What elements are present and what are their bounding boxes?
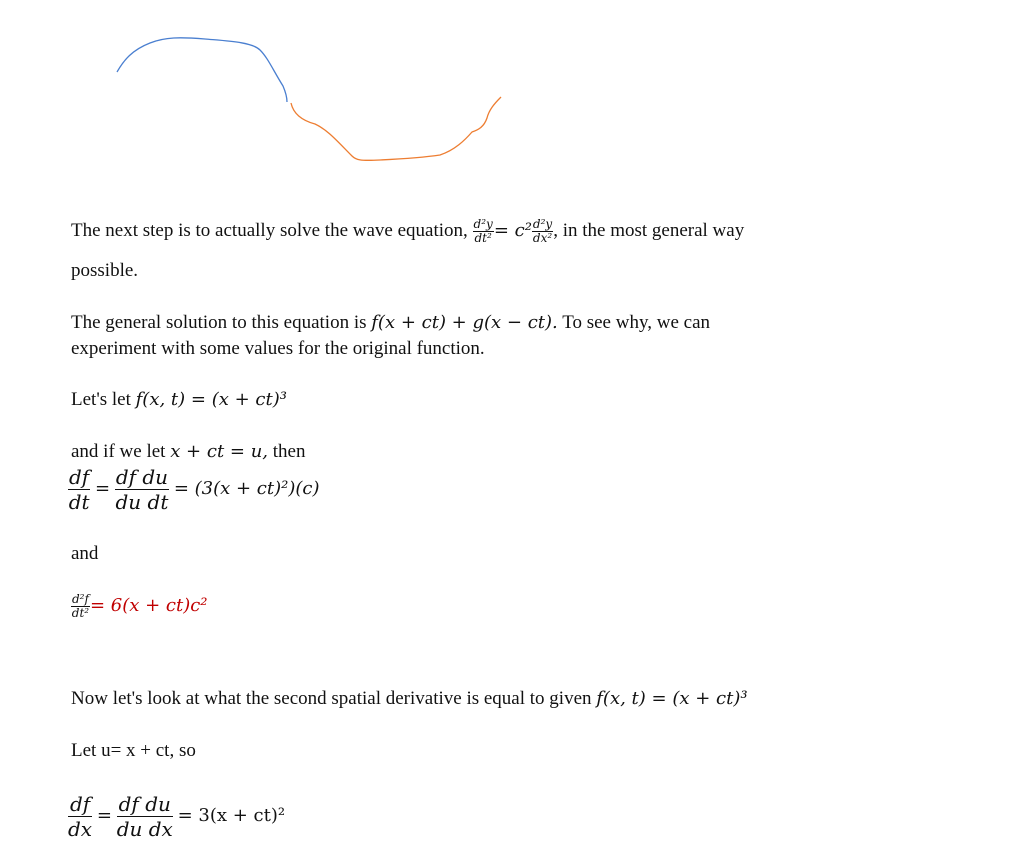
general-solution-line: The general solution to this equation is f(x + ct) + g(x − ct). To see why, we can [71, 312, 711, 333]
fraction-dfdu-dudx: $\frac{\text{df du}}{\text{du dx}}$ [116, 792, 173, 841]
fraction-df-dx: $\frac{df}{dx}$ [68, 792, 93, 841]
fraction-df-dt: $\frac{df}{dt}$ [68, 465, 90, 514]
paragraph-text: and [71, 543, 99, 564]
substitution-line: and if we let x + ct = u, then [71, 441, 306, 462]
fraction-dfdu-dudt: $\frac{\text{df du}}{\text{du dt}}$ [115, 465, 169, 514]
spatial-derivative-line: Now let's look at what the second spatial derivative is equal to given f(x, t) = (x + ct)³ [71, 688, 748, 709]
let-u-line: Let u= x + ct, so [71, 740, 196, 761]
fraction-d2y-dx2: $\frac{\text{d²y}}{\text{dx²}}$ [532, 217, 553, 245]
chain-rule-dt-equation: $\frac{df}{dt}$ = $\frac{\text{df du}}{\text{du dt}}$ = (3(x + ct)²)(c) [68, 465, 320, 514]
paragraph-text: possible. [71, 260, 139, 281]
sketch-curve-left [117, 38, 287, 102]
chain-rule-dx-equation: $\frac{df}{dx}$ = $\frac{\text{df du}}{\text{du dx}}$ = 3(x + ct)² [68, 792, 286, 841]
second-derivative-dt-equation: $\frac{\text{d²f}}{\text{dt²}}$ = 6(x + ct)c² [71, 592, 208, 620]
wave-equation-line: The next step is to actually solve the wave equation, $\frac{\text{d²y}}{\text{dt²}}$ = c² $\frac{\text{d²y}}{\text{dx²}}$ , in the most general way [71, 217, 745, 245]
fraction-d2y-dt2: $\frac{\text{d²y}}{\text{dt²}}$ [473, 217, 493, 245]
let-f-line: Let's let f(x, t) = (x + ct)³ [71, 389, 287, 410]
sketch-curve-right [291, 97, 501, 160]
paragraph-text: experiment with some values for the original function. [71, 338, 485, 359]
fraction-d2f-dt2: $\frac{\text{d²f}}{\text{dt²}}$ [71, 592, 90, 620]
